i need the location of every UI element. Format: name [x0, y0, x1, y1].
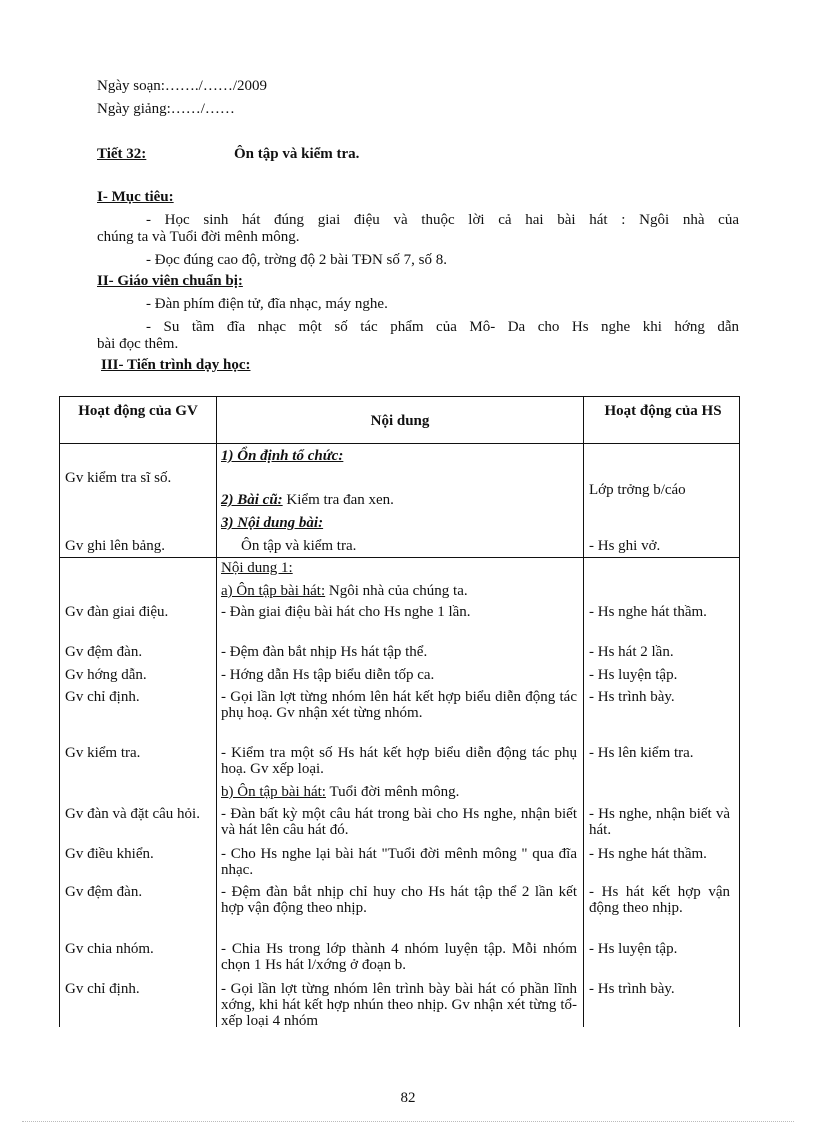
table-row-nd: - Gọi lần lợt từng nhóm lên hát kết hợp biểu diễn động tác phụ hoạ. Gv nhận xét từng nhóm. — [221, 689, 577, 721]
ngay-soan: Ngày soạn:……./……/2009 — [97, 78, 267, 94]
bai-cu-label: 2) Bài cũ: — [221, 492, 283, 508]
muc-tieu-line-1: - Học sinh hát đúng giai điệu và thuộc lời cả hai bài hát : Ngôi nhà của — [146, 212, 739, 228]
last-row-clip — [217, 978, 583, 1027]
chuan-bi-line-2: - Su tầm đĩa nhạc một số tác phẩm của Mô- Da cho Hs nghe khi hớng dẫn — [146, 319, 739, 335]
table-row-gv: Gv đàn giai điệu. — [65, 604, 169, 620]
table-border-top — [59, 396, 740, 397]
hs-ghi-vo: - Hs ghi vở. — [589, 538, 661, 554]
table-row-nd: - Hớng dẫn Hs tập biểu diễn tốp ca. — [221, 667, 435, 683]
lesson-number: Tiết 32: — [97, 146, 147, 162]
page-edge-divider — [22, 1121, 794, 1122]
page-number: 82 — [400, 1090, 416, 1106]
table-row-nd: - Đàn giai điệu bài hát cho Hs nghe 1 lần. — [221, 604, 471, 620]
table-row-hs: - Hs hát kết hợp vận động theo nhịp. — [589, 884, 730, 916]
table-divider-2 — [583, 396, 584, 1027]
gv-ghi-len-bang: Gv ghi lên bảng. — [65, 538, 165, 554]
table-row-gv: Gv điều khiển. — [65, 846, 154, 862]
on-tap-bai-hat-a-text: Ngôi nhà của chúng ta. — [325, 583, 468, 599]
header-noi-dung: Nội dung — [370, 413, 430, 429]
bai-cu-text: Kiểm tra đan xen. — [282, 492, 394, 508]
table-row-nd: - Cho Hs nghe lại bài hát "Tuổi đời mênh mông " qua đĩa nhạc. — [221, 846, 577, 878]
table-row-hs: - Hs lên kiểm tra. — [589, 745, 694, 761]
table-row-hs: - Hs luyện tập. — [589, 667, 678, 683]
chuan-bi-line-2-cont: bài đọc thêm. — [97, 336, 179, 352]
on-tap-bai-hat-a — [221, 583, 468, 599]
on-tap-bai-hat-b-label: b) Ôn tập bài hát: — [221, 784, 326, 800]
muc-tieu-line-2: - Đọc đúng cao độ, trờng độ 2 bài TĐN số 7, số 8. — [146, 252, 447, 268]
section-tien-trinh-heading: III- Tiến trình dạy học: — [101, 357, 251, 373]
lesson-title: Ôn tập và kiểm tra. — [234, 146, 360, 162]
table-row-gv: Gv đệm đàn. — [65, 644, 143, 660]
hs-lop-truong: Lớp trởng b/cáo — [589, 482, 686, 498]
table-border-left — [59, 396, 60, 1027]
table-border-header — [59, 443, 740, 444]
muc-tieu-line-1-cont: chúng ta và Tuổi đời mênh mông. — [97, 229, 300, 245]
on-tap-bai-hat-b-text: Tuổi đời mênh mông. — [325, 784, 460, 800]
table-row-hs: - Hs nghe hát thầm. — [589, 846, 707, 862]
table-row-hs: - Hs nghe, nhận biết và hát. — [589, 806, 730, 838]
table-row-nd: - Đệm đàn bắt nhịp chỉ huy cho Hs hát tập thể 2 lần kết hợp vận động theo nhịp. — [221, 884, 577, 916]
table-row-gv: Gv hớng dẫn. — [65, 667, 147, 683]
table-row-gv: Gv chỉ định. — [65, 689, 140, 705]
section-chuan-bi-heading: II- Giáo viên chuẩn bị: — [97, 273, 243, 289]
noi-dung-1-title: Nội dung 1: — [221, 560, 293, 576]
table-row-hs: - Hs trình bày. — [589, 981, 675, 997]
chuan-bi-line-1: - Đàn phím điện tử, đĩa nhạc, máy nghe. — [146, 296, 388, 312]
table-border-right — [739, 396, 740, 1027]
header-gv: Hoạt động của GV — [78, 403, 198, 419]
section-muc-tieu-heading: I- Mục tiêu: — [97, 189, 174, 205]
table-row-nd: - Chia Hs trong lớp thành 4 nhóm luyện tập. Mỗi nhóm chọn 1 Hs hát l/xớng ở đoạn b. — [221, 941, 577, 973]
ngay-giang: Ngày giảng:……/…… — [97, 101, 235, 117]
table-row-nd: - Kiểm tra một số Hs hát kết hợp biểu diễn động tác phụ hoạ. Gv xếp loại. — [221, 745, 577, 777]
table-row-nd: - Đệm đàn bắt nhịp Hs hát tập thể. — [221, 644, 428, 660]
header-hs: Hoạt động của HS — [604, 403, 722, 419]
table-row-gv: Gv chỉ định. — [65, 981, 140, 997]
noi-dung-bai: 3) Nội dung bài: — [221, 515, 324, 531]
table-row-hs: - Hs luyện tập. — [589, 941, 678, 957]
bai-cu — [221, 492, 394, 508]
table-border-block — [59, 557, 740, 558]
table-row-nd: - Đàn bất kỳ một câu hát trong bài cho Hs nghe, nhận biết và hát lên câu hát đó. — [221, 806, 577, 838]
on-tap-bai-hat-b — [221, 784, 459, 800]
table-row-hs: - Hs trình bày. — [589, 689, 675, 705]
on-tap-kiem-tra: Ôn tập và kiểm tra. — [241, 538, 357, 554]
table-row-gv: Gv đệm đàn. — [65, 884, 143, 900]
on-dinh-to-chuc: 1) Ổn định tổ chức: — [221, 448, 344, 464]
table-row-gv: Gv kiểm tra. — [65, 745, 141, 761]
table-row-hs: - Hs nghe hát thầm. — [589, 604, 707, 620]
gv-kiem-tra-si-so: Gv kiểm tra sĩ số. — [65, 470, 172, 486]
on-tap-bai-hat-a-label: a) Ôn tập bài hát: — [221, 583, 326, 599]
table-row-hs: - Hs hát 2 lần. — [589, 644, 674, 660]
table-divider-1 — [216, 396, 217, 1027]
table-row-gv: Gv chia nhóm. — [65, 941, 154, 957]
table-row-nd: - Gọi lần lợt từng nhóm lên trình bày bài hát có phần lĩnh xớng, khi hát kết hợp nhún theo nhịp. Gv nhận xét từng tổ- xếp loại 4 nhóm — [221, 981, 577, 1027]
table-row-gv: Gv đàn và đặt câu hỏi. — [65, 806, 200, 822]
